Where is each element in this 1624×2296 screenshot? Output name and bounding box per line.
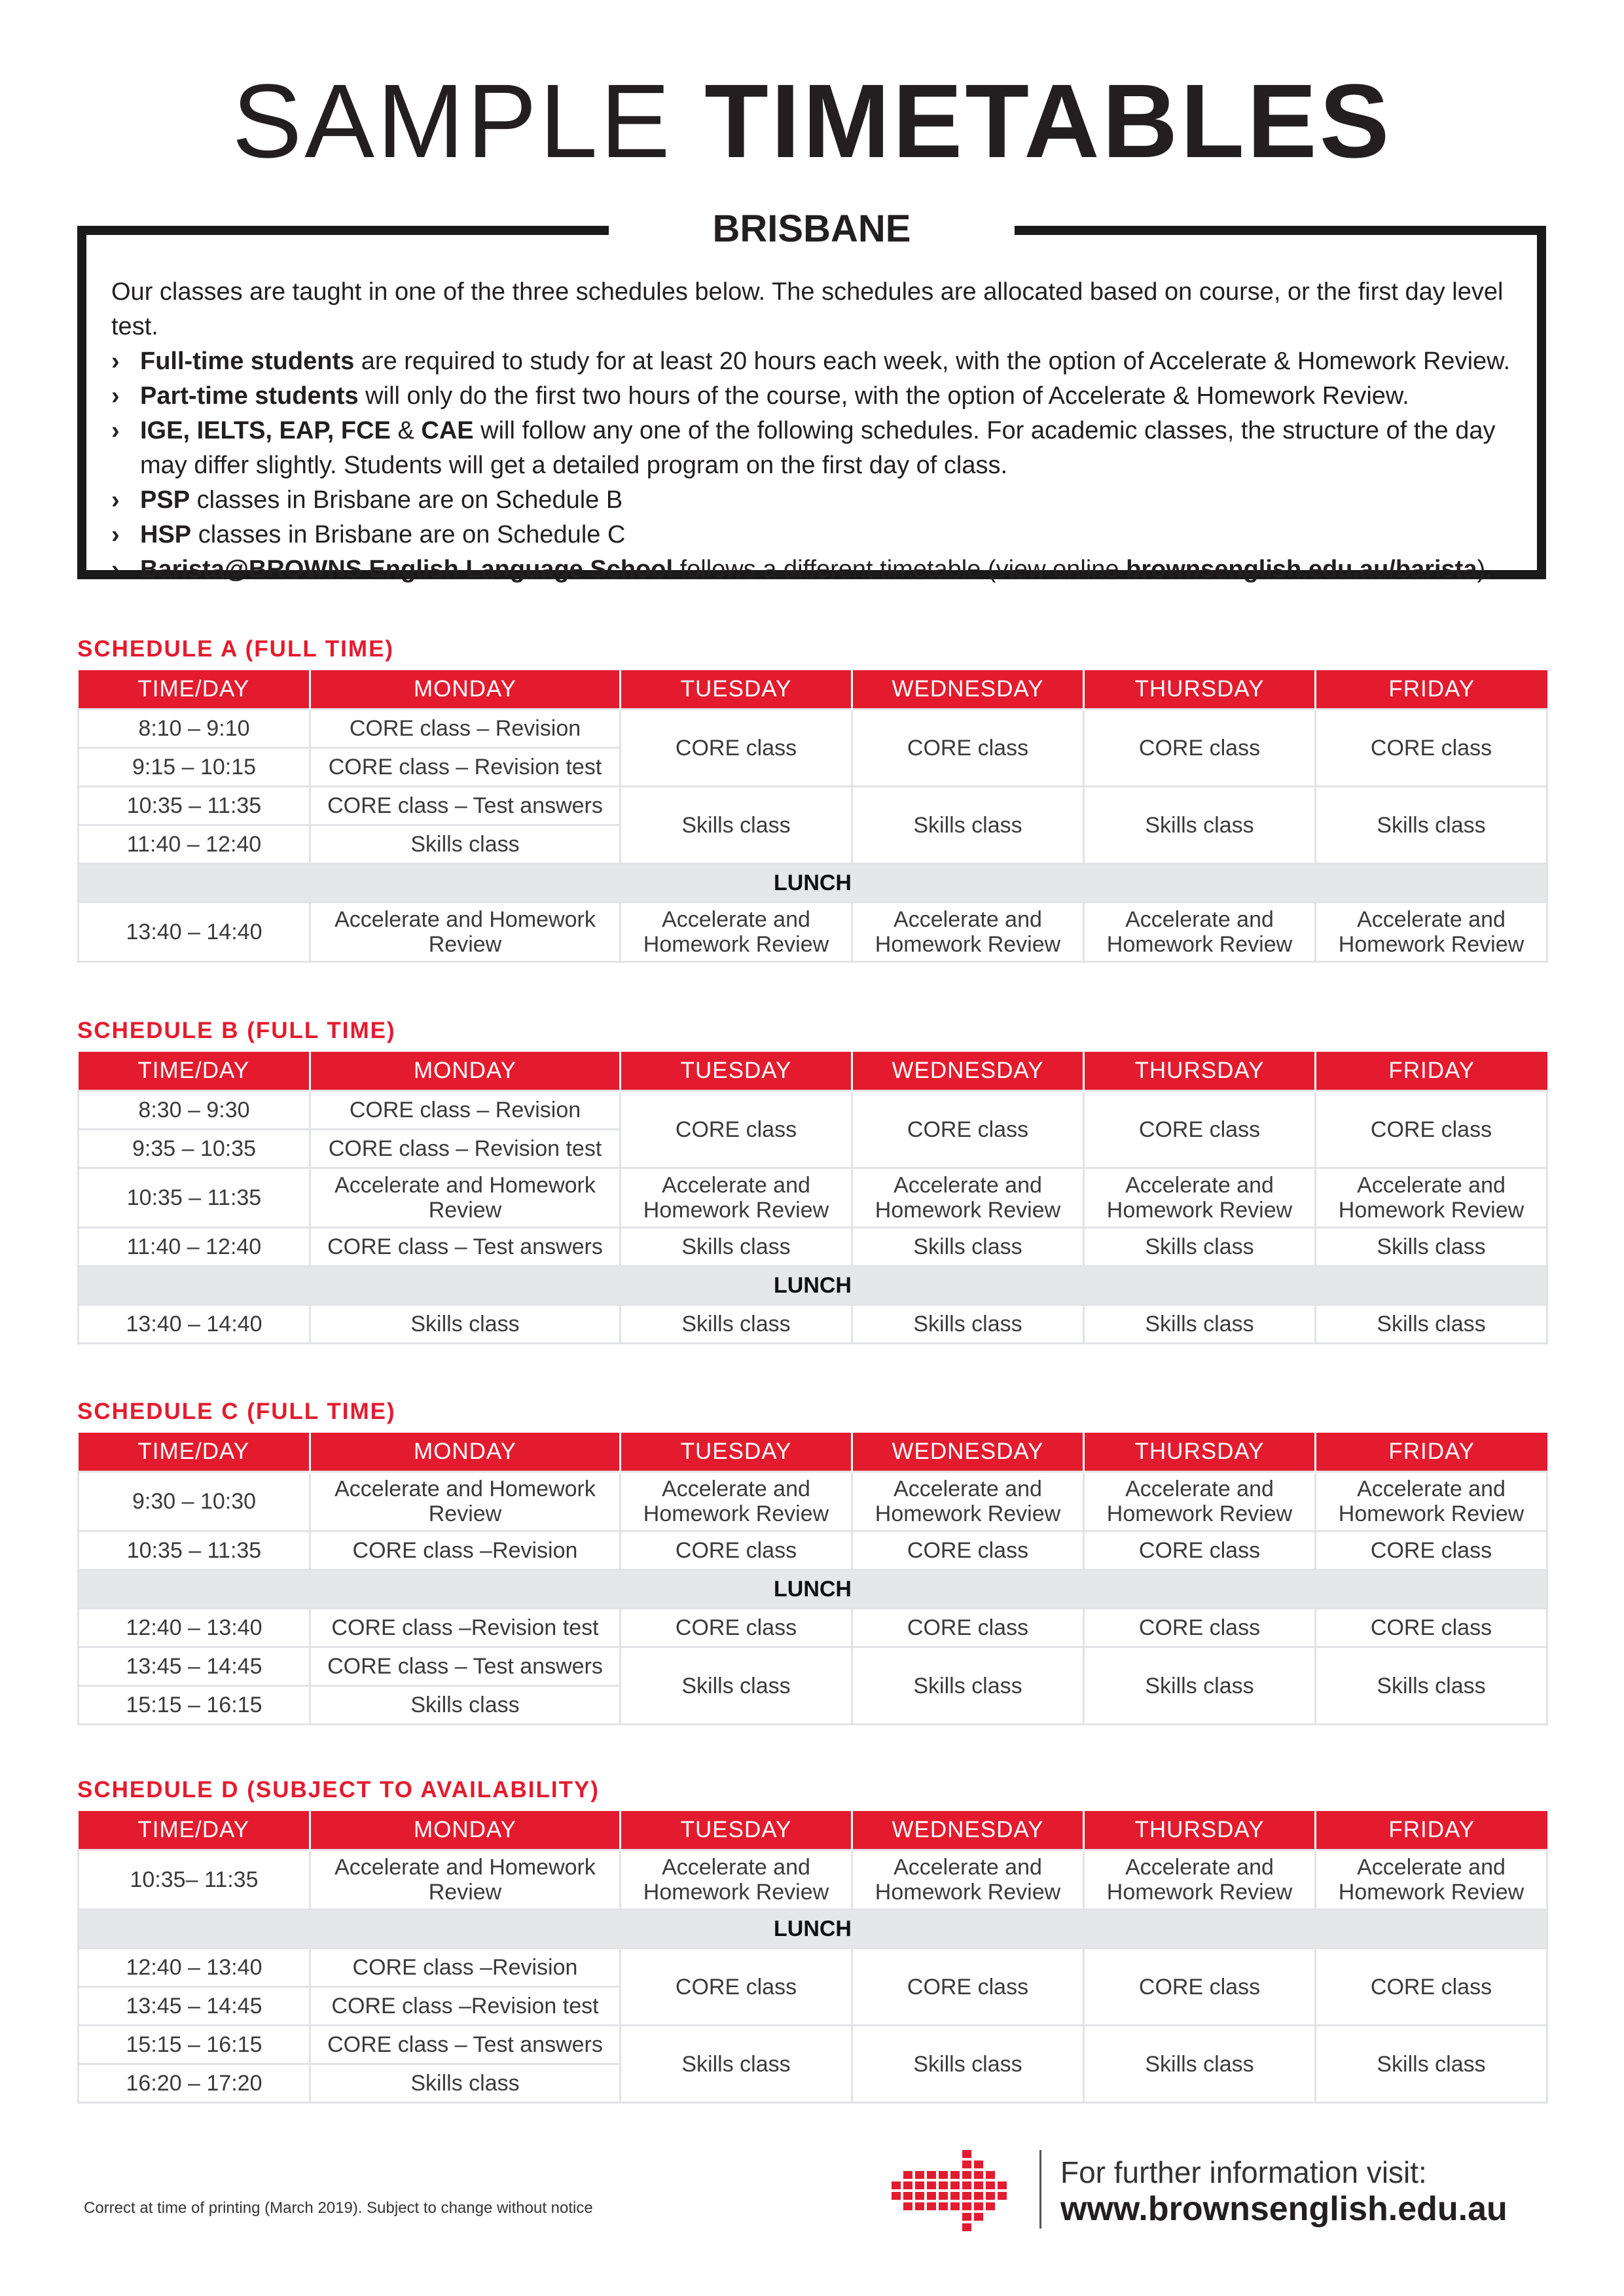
class-cell: Skills class <box>621 1305 852 1344</box>
table-row <box>79 2026 1547 2064</box>
time-cell: 10:35 – 11:35 <box>79 787 310 825</box>
class-cell: Accelerate and Homework Review <box>852 1168 1084 1228</box>
time-cell: 8:10 – 9:10 <box>79 709 310 748</box>
class-cell: CORE class <box>1084 1948 1316 2026</box>
table-header-row <box>79 670 1547 709</box>
class-cell: CORE class –Revision test <box>310 1609 621 1647</box>
website-link[interactable]: www.brownsenglish.edu.au <box>1060 2190 1507 2228</box>
class-cell: CORE class <box>1084 1609 1316 1647</box>
col-header: FRIDAY <box>1316 1052 1547 1091</box>
class-cell: Skills class <box>621 787 852 864</box>
table-header-row <box>79 1052 1547 1091</box>
title-light: SAMPLE <box>232 62 673 179</box>
class-cell: CORE class – Revision <box>310 709 621 748</box>
class-cell: CORE class – Test answers <box>310 787 621 825</box>
lunch-cell: LUNCH <box>79 1910 1547 1948</box>
class-cell: Skills class <box>621 2026 852 2103</box>
col-header: THURSDAY <box>1084 670 1316 709</box>
time-cell: 8:30 – 9:30 <box>79 1091 310 1130</box>
time-cell: 10:35– 11:35 <box>79 1850 310 1910</box>
class-cell: CORE class <box>621 1948 852 2026</box>
class-cell: CORE class <box>1084 1091 1316 1168</box>
class-cell: Skills class <box>621 1228 852 1266</box>
bullet-psp: › PSP classes in Brisbane are on Schedule B <box>111 483 1519 518</box>
chevron-right-icon: › <box>111 382 120 410</box>
class-cell: CORE class – Revision <box>310 1091 621 1130</box>
col-header: THURSDAY <box>1084 1433 1316 1472</box>
barista-link[interactable]: brownsenglish.edu.au/barista <box>1126 556 1477 583</box>
class-cell: CORE class –Revision test <box>310 1987 621 2026</box>
table-row <box>79 1850 1547 1910</box>
table-row <box>79 1948 1547 1987</box>
class-cell: CORE class <box>621 709 852 787</box>
lunch-row <box>79 1266 1547 1305</box>
col-header: TIME/DAY <box>79 670 310 709</box>
class-cell: CORE class <box>621 1532 852 1570</box>
col-header: TUESDAY <box>621 670 852 709</box>
class-cell: Accelerate and Homework Review <box>310 903 621 962</box>
col-header: WEDNESDAY <box>852 1052 1084 1091</box>
class-cell: Skills class <box>1084 787 1316 864</box>
class-cell: Accelerate and Homework Review <box>1084 903 1316 962</box>
time-cell: 16:20 – 17:20 <box>79 2064 310 2103</box>
time-cell: 11:40 – 12:40 <box>79 1228 310 1266</box>
col-header: MONDAY <box>310 1433 621 1472</box>
chevron-right-icon: › <box>111 521 120 548</box>
time-cell: 9:15 – 10:15 <box>79 748 310 787</box>
bullet-full-time: › Full-time students are required to study for at least 20 hours each week, with the option of Accelerate & Homework Review. <box>111 344 1519 379</box>
class-cell: CORE class – Test answers <box>310 1228 621 1266</box>
class-cell: Skills class <box>310 2064 621 2103</box>
class-cell: CORE class – Test answers <box>310 1647 621 1686</box>
bullet-hsp: › HSP classes in Brisbane are on Schedule C <box>111 518 1519 552</box>
class-cell: Accelerate and Homework Review <box>621 903 852 962</box>
table-row <box>79 1532 1547 1570</box>
lunch-row <box>79 1910 1547 1948</box>
col-header: TUESDAY <box>621 1052 852 1091</box>
class-cell: CORE class <box>852 1091 1084 1168</box>
lunch-row <box>79 864 1547 903</box>
class-cell: Skills class <box>310 1305 621 1344</box>
class-cell: Accelerate and Homework Review <box>621 1472 852 1532</box>
class-cell: Accelerate and Homework Review <box>1316 903 1547 962</box>
class-cell: Skills class <box>852 2026 1084 2103</box>
table-row <box>79 1647 1547 1686</box>
class-cell: CORE class <box>1084 709 1316 787</box>
lunch-cell: LUNCH <box>79 1266 1547 1305</box>
location-heading: BRISBANE <box>712 207 911 250</box>
schedule-c-table <box>77 1433 1548 1725</box>
class-cell: Skills class <box>1316 787 1547 864</box>
col-header: MONDAY <box>310 670 621 709</box>
time-cell: 13:45 – 14:45 <box>79 1987 310 2026</box>
schedule-d-heading: SCHEDULE D (SUBJECT TO AVAILABILITY) <box>77 1777 600 1803</box>
time-cell: 15:15 – 16:15 <box>79 1686 310 1725</box>
class-cell: CORE class <box>852 1532 1084 1570</box>
intro-lead: Our classes are taught in one of the three schedules below. The schedules are allocated based on course, or the first day level test. <box>111 278 1504 340</box>
col-header: MONDAY <box>310 1052 621 1091</box>
col-header: FRIDAY <box>1316 1811 1547 1850</box>
class-cell: Accelerate and Homework Review <box>1316 1472 1547 1532</box>
bullet-barista: › Barista@BROWNS English Language School follows a different timetable (view online brownsenglish.edu.au/barista). <box>111 552 1519 587</box>
class-cell: Accelerate and Homework Review <box>852 1850 1084 1910</box>
class-cell: Skills class <box>1084 2026 1316 2103</box>
col-header: MONDAY <box>310 1811 621 1850</box>
col-header: FRIDAY <box>1316 1433 1547 1472</box>
class-cell: Skills class <box>852 1647 1084 1725</box>
class-cell: Skills class <box>621 1647 852 1725</box>
class-cell: Skills class <box>1316 1647 1547 1725</box>
class-cell: CORE class <box>852 709 1084 787</box>
class-cell: Skills class <box>1084 1305 1316 1344</box>
col-header: WEDNESDAY <box>852 670 1084 709</box>
class-cell: CORE class <box>852 1609 1084 1647</box>
class-cell: CORE class <box>621 1609 852 1647</box>
table-row <box>79 1228 1547 1266</box>
schedule-a-table <box>77 670 1548 963</box>
time-cell: 13:40 – 14:40 <box>79 903 310 962</box>
time-cell: 15:15 – 16:15 <box>79 2026 310 2064</box>
col-header: WEDNESDAY <box>852 1811 1084 1850</box>
class-cell: Accelerate and Homework Review <box>852 903 1084 962</box>
table-row <box>79 1091 1547 1130</box>
class-cell: Accelerate and Homework Review <box>1084 1168 1316 1228</box>
schedule-c-heading: SCHEDULE C (FULL TIME) <box>77 1399 396 1424</box>
class-cell: Skills class <box>852 1305 1084 1344</box>
table-header-row <box>79 1811 1547 1850</box>
class-cell: Skills class <box>1316 1228 1547 1266</box>
class-cell: Skills class <box>852 787 1084 864</box>
class-cell: Skills class <box>310 1686 621 1725</box>
schedule-a-heading: SCHEDULE A (FULL TIME) <box>77 636 395 662</box>
class-cell: Accelerate and Homework Review <box>1084 1472 1316 1532</box>
schedule-d-table <box>77 1811 1548 2104</box>
lunch-row <box>79 1570 1547 1609</box>
class-cell: CORE class <box>621 1091 852 1168</box>
visit-label: For further information visit: <box>1060 2155 1427 2189</box>
chevron-right-icon: › <box>111 348 120 375</box>
class-cell: Accelerate and Homework Review <box>621 1850 852 1910</box>
class-cell: Accelerate and Homework Review <box>310 1850 621 1910</box>
class-cell: Accelerate and Homework Review <box>310 1472 621 1532</box>
table-row <box>79 787 1547 825</box>
table-header-row <box>79 1433 1547 1472</box>
page-title <box>0 62 1624 180</box>
class-cell: CORE class –Revision <box>310 1532 621 1570</box>
class-cell: Accelerate and Homework Review <box>621 1168 852 1228</box>
col-header: TIME/DAY <box>79 1811 310 1850</box>
chevron-right-icon: › <box>111 556 120 583</box>
time-cell: 12:40 – 13:40 <box>79 1948 310 1987</box>
class-cell: CORE class –Revision <box>310 1948 621 1987</box>
table-row <box>79 709 1547 748</box>
class-cell: Skills class <box>852 1228 1084 1266</box>
time-cell: 9:35 – 10:35 <box>79 1130 310 1168</box>
class-cell: Accelerate and Homework Review <box>310 1168 621 1228</box>
lunch-cell: LUNCH <box>79 864 1547 903</box>
col-header: TUESDAY <box>621 1811 852 1850</box>
class-cell: CORE class <box>1084 1532 1316 1570</box>
col-header: WEDNESDAY <box>852 1433 1084 1472</box>
class-cell: Skills class <box>1316 2026 1547 2103</box>
col-header: THURSDAY <box>1084 1811 1316 1850</box>
class-cell: Accelerate and Homework Review <box>852 1472 1084 1532</box>
bullet-part-time: › Part-time students will only do the first two hours of the course, with the option of Accelerate & Homework Review. <box>111 379 1519 414</box>
time-cell: 13:40 – 14:40 <box>79 1305 310 1344</box>
table-row <box>79 1305 1547 1344</box>
time-cell: 13:45 – 14:45 <box>79 1647 310 1686</box>
class-cell: CORE class <box>1316 1948 1547 2026</box>
class-cell: CORE class – Test answers <box>310 2026 621 2064</box>
class-cell: Skills class <box>1084 1647 1316 1725</box>
bullet-exam-courses: › IGE, IELTS, EAP, FCE & CAE will follow any one of the following schedules. For academic classes, the structure of the day may differ slightly. Students will get a detailed program on the first day of class. <box>111 414 1519 483</box>
class-cell: CORE class – Revision test <box>310 748 621 787</box>
class-cell: CORE class <box>1316 1532 1547 1570</box>
time-cell: 12:40 – 13:40 <box>79 1609 310 1647</box>
table-row <box>79 903 1547 962</box>
class-cell: CORE class <box>852 1948 1084 2026</box>
table-row <box>79 1168 1547 1228</box>
col-header: THURSDAY <box>1084 1052 1316 1091</box>
col-header: TUESDAY <box>621 1433 852 1472</box>
lunch-cell: LUNCH <box>79 1570 1547 1609</box>
table-row <box>79 1472 1547 1532</box>
time-cell: 10:35 – 11:35 <box>79 1532 310 1570</box>
footer-divider <box>1039 2150 1041 2229</box>
class-cell: Skills class <box>1316 1305 1547 1344</box>
time-cell: 10:35 – 11:35 <box>79 1168 310 1228</box>
class-cell: Accelerate and Homework Review <box>1084 1850 1316 1910</box>
class-cell: Accelerate and Homework Review <box>1316 1850 1547 1910</box>
class-cell: CORE class <box>1316 1609 1547 1647</box>
class-cell: CORE class – Revision test <box>310 1130 621 1168</box>
footer-note: Correct at time of printing (March 2019). Subject to change without notice <box>84 2199 593 2217</box>
schedule-b-table <box>77 1052 1548 1344</box>
chevron-right-icon: › <box>111 417 120 444</box>
col-header: FRIDAY <box>1316 670 1547 709</box>
class-cell: Accelerate and Homework Review <box>1316 1168 1547 1228</box>
class-cell: Skills class <box>1084 1228 1316 1266</box>
class-cell: Skills class <box>310 825 621 864</box>
chevron-right-icon: › <box>111 486 120 514</box>
title-bold: TIMETABLES <box>704 62 1392 179</box>
intro-bullets <box>111 344 1519 587</box>
schedule-b-heading: SCHEDULE B (FULL TIME) <box>77 1018 396 1043</box>
col-header: TIME/DAY <box>79 1433 310 1472</box>
time-cell: 11:40 – 12:40 <box>79 825 310 864</box>
class-cell: CORE class <box>1316 1091 1547 1168</box>
intro-text <box>111 275 1519 587</box>
browns-logo-icon <box>890 2147 1021 2232</box>
table-row <box>79 1609 1547 1647</box>
class-cell: CORE class <box>1316 709 1547 787</box>
time-cell: 9:30 – 10:30 <box>79 1472 310 1532</box>
col-header: TIME/DAY <box>79 1052 310 1091</box>
